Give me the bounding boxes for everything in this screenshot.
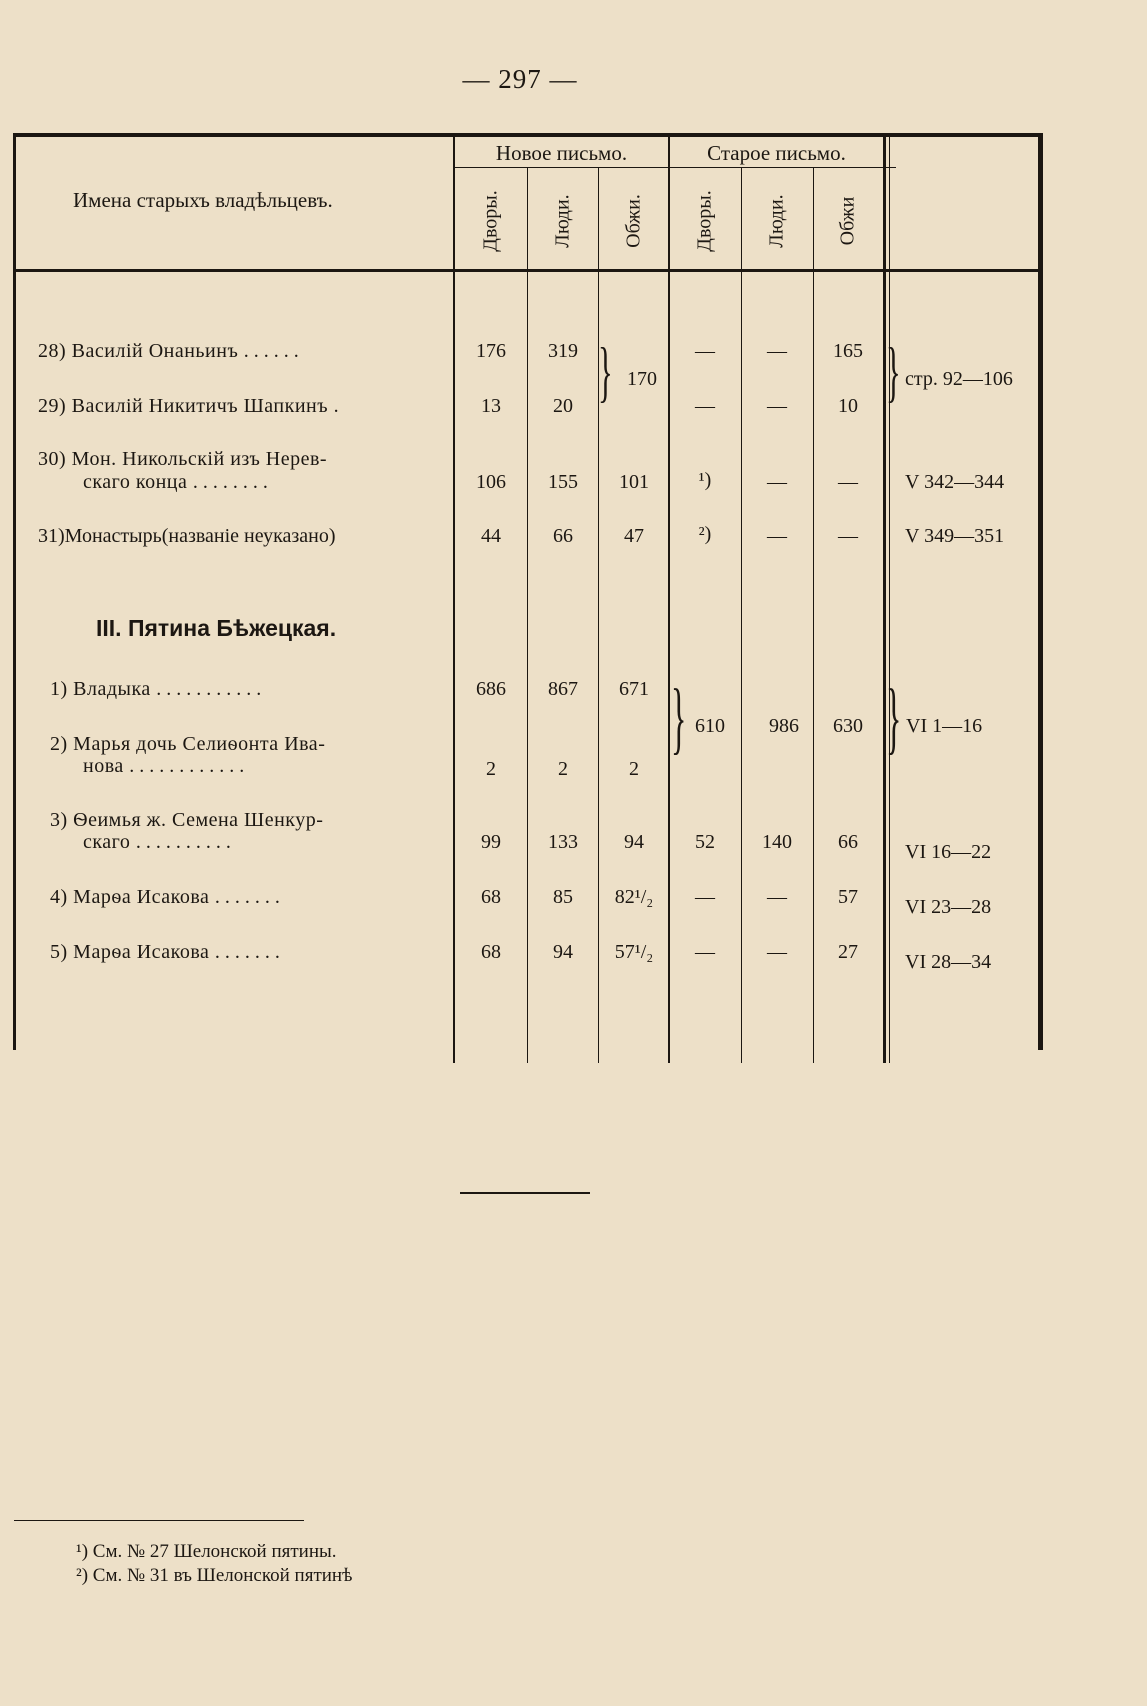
cell: 20	[553, 395, 573, 417]
col-rule	[598, 167, 599, 1063]
col-rule	[813, 167, 814, 1063]
ref-cell: VI 16—22	[905, 841, 992, 863]
col-header-dvory-old: Дворы.	[693, 190, 716, 252]
cell: 13	[481, 395, 501, 417]
right-brace-icon: }	[886, 333, 901, 409]
cell: 319	[548, 340, 578, 362]
col-header-obzhi-new: Обжи.	[622, 194, 645, 248]
cell: 165	[833, 340, 863, 362]
cell: 94	[553, 941, 573, 963]
ref-cell: VI 23—28	[905, 896, 992, 918]
cell: 986	[769, 715, 799, 737]
ref-cell: VI 28—34	[905, 951, 992, 973]
cell: 2	[629, 758, 639, 780]
cell: 66	[838, 831, 858, 853]
cell: 66	[553, 525, 573, 547]
cell: —	[767, 941, 787, 963]
group-header-new: Новое письмо.	[495, 141, 628, 165]
cell: 82¹/₂	[614, 886, 654, 908]
cell: 133	[548, 831, 578, 853]
cell: —	[767, 395, 787, 417]
ref-cell: V 349—351	[905, 525, 1005, 547]
footnote-1: ¹) См. № 27 Шелонской пятины.	[76, 1541, 337, 1562]
cell: 176	[476, 340, 506, 362]
name-header: Имена старыхъ владѣльцевъ.	[73, 188, 333, 212]
cell: —	[695, 395, 715, 417]
cell: 106	[476, 471, 506, 493]
row-name: 28) Василій Онаньинъ ......	[38, 340, 304, 362]
row-name: 4) Марѳа Исакова .......	[50, 886, 285, 908]
row-name: 5) Марѳа Исакова .......	[50, 941, 285, 963]
ref-cell: VI 1—16	[906, 715, 983, 737]
group-subrule	[454, 167, 896, 168]
row-name: 31)Монастырь(названіе неуказано)	[38, 525, 336, 547]
cell: ¹)	[698, 469, 712, 491]
cell: 867	[548, 678, 578, 700]
end-rule	[460, 1192, 590, 1194]
col-rule	[741, 167, 742, 1063]
cell: —	[695, 941, 715, 963]
col-header-dvory-new: Дворы.	[479, 190, 502, 252]
cell: —	[695, 340, 715, 362]
cell: 52	[695, 831, 715, 853]
ref-cell: V 342—344	[905, 471, 1005, 493]
cell: 94	[624, 831, 644, 853]
section-title: III. Пятина Бѣжецкая.	[96, 615, 337, 641]
cell: 140	[762, 831, 792, 853]
cell: —	[695, 886, 715, 908]
right-brace-icon: }	[598, 333, 613, 409]
col-header-lyudi-new: Люди.	[551, 194, 574, 248]
row-name: 29) Василій Никитичъ Шапкинъ .	[38, 395, 340, 417]
cell: —	[767, 886, 787, 908]
cell: 99	[481, 831, 501, 853]
col-rule	[453, 133, 455, 1063]
page-number: — 297 —	[462, 64, 578, 94]
ref-cell: стр. 92—106	[905, 368, 1013, 390]
cell: 101	[619, 471, 649, 493]
cell: 671	[619, 678, 649, 700]
cell: 68	[481, 886, 501, 908]
row-name: 1) Владыка ...........	[50, 678, 267, 700]
right-brace-icon: }	[671, 674, 687, 762]
cell: 686	[476, 678, 506, 700]
col-rule	[527, 167, 528, 1063]
cell: —	[767, 471, 787, 493]
group-header-old: Старое письмо.	[707, 141, 846, 165]
cell: 27	[838, 941, 858, 963]
row-name-line2: скаго конца ........	[83, 471, 273, 493]
cell: 2	[558, 758, 568, 780]
row-name-line2: нова ............	[83, 755, 250, 777]
cell: 2	[486, 758, 496, 780]
cell: —	[767, 340, 787, 362]
row-name-line1: 2) Марья дочь Селиѳонта Ива-	[50, 733, 326, 755]
cell: 155	[548, 471, 578, 493]
cell: 68	[481, 941, 501, 963]
right-brace-icon: }	[886, 674, 902, 762]
cell: 10	[838, 395, 858, 417]
cell: —	[838, 471, 858, 493]
col-rule	[889, 133, 890, 1063]
cell: 57	[838, 886, 858, 908]
col-rule	[883, 133, 886, 1063]
data-table	[13, 133, 1043, 1050]
cell: 610	[695, 715, 725, 737]
cell: —	[767, 525, 787, 547]
col-header-obzhi-old: Обжи	[836, 196, 859, 246]
cell: 57¹/₂	[614, 941, 654, 963]
cell: 85	[553, 886, 573, 908]
col-rule	[668, 133, 670, 1063]
cell: 630	[833, 715, 863, 737]
footnote-rule	[14, 1520, 304, 1521]
col-header-lyudi-old: Люди.	[765, 194, 788, 248]
cell: 44	[481, 525, 501, 547]
cell: 47	[624, 525, 644, 547]
row-name-line1: 3) Ѳеимья ж. Семена Шенкур-	[50, 809, 324, 831]
row-name-line1: 30) Мон. Никольскій изъ Нерев-	[38, 448, 328, 470]
cell: —	[838, 525, 858, 547]
row-name-line2: скаго ..........	[83, 831, 236, 853]
cell: 170	[627, 368, 657, 390]
cell: ²)	[698, 523, 712, 545]
footnote-2: ²) См. № 31 въ Шелонской пятинѣ	[76, 1565, 353, 1586]
